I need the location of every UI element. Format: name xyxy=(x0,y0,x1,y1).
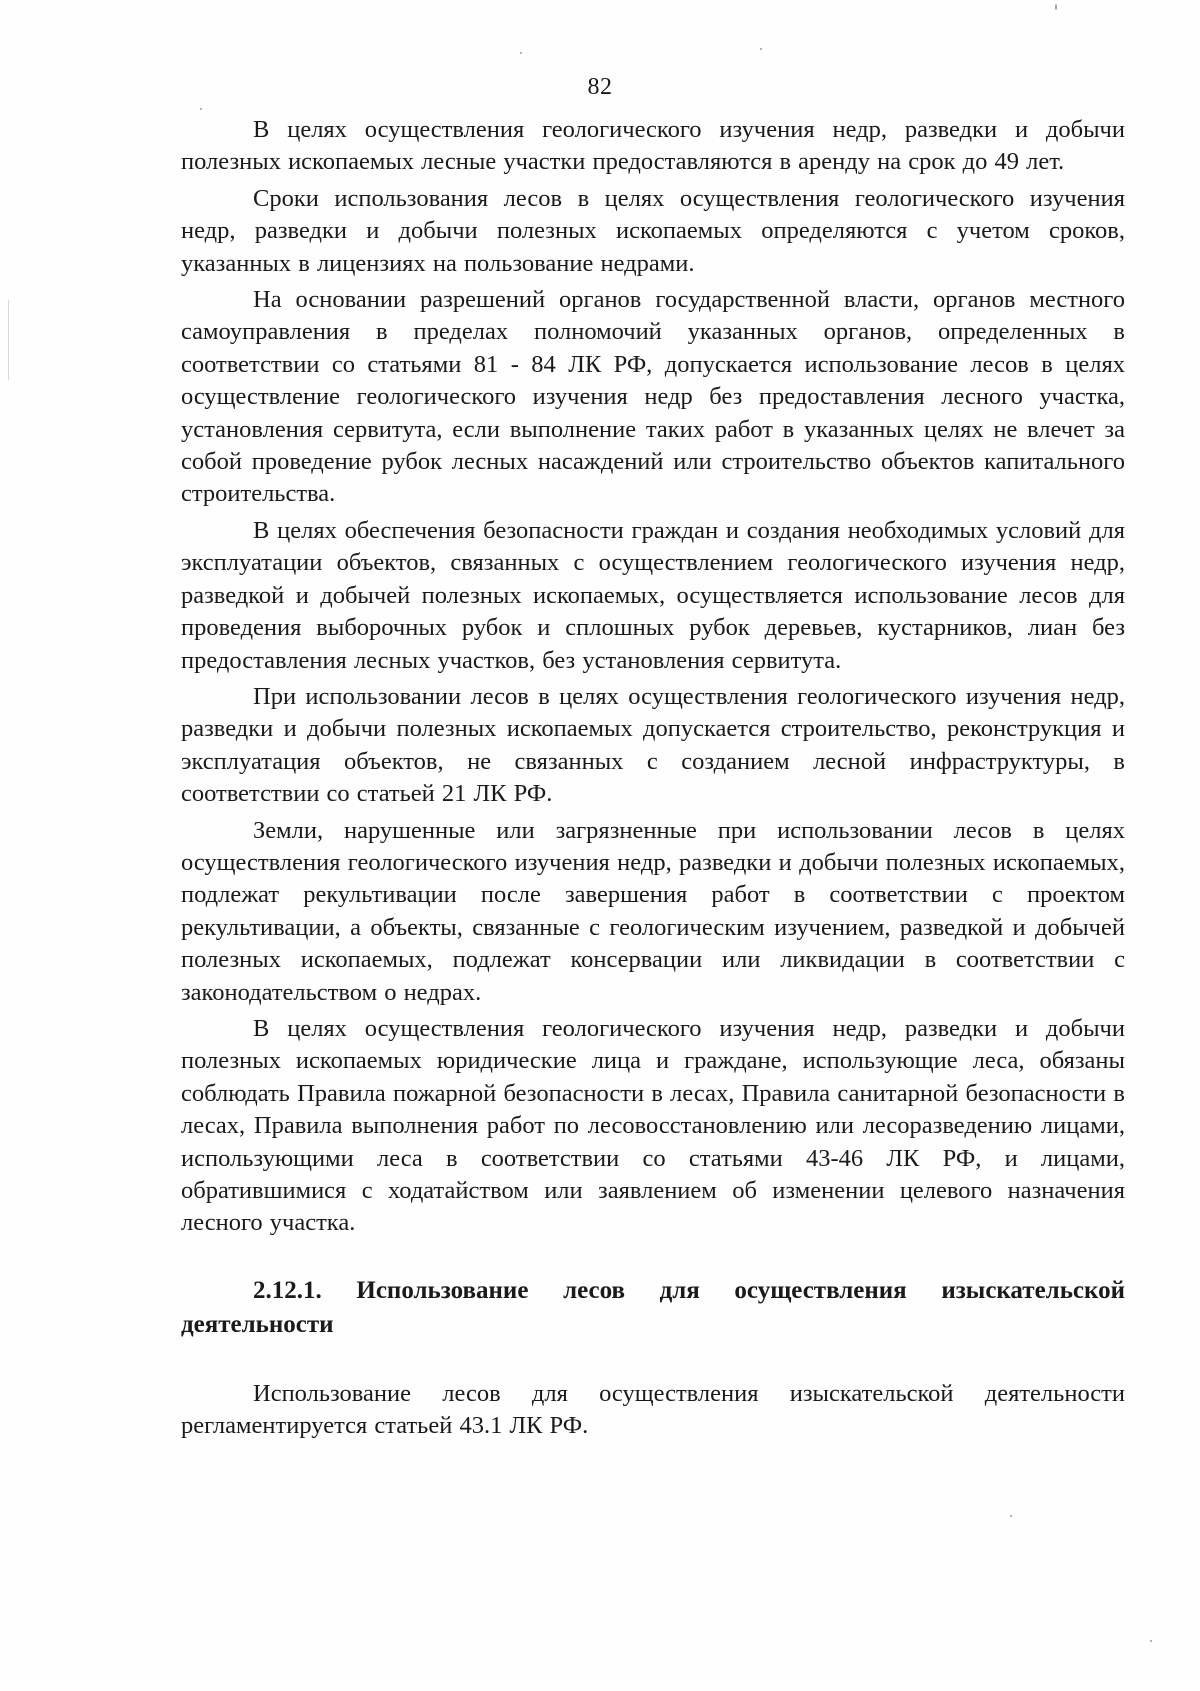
scan-speck xyxy=(8,300,9,380)
scan-speck xyxy=(200,108,202,110)
paragraph-permits: На основании разрешений органов государственной власти, органов местного самоуправления в пределах полномочий указанных органов, определенных в соответствии со статьями 81 - 84 ЛК РФ, допускается использование лесов в целях осуществление геологического изучения недр без предоставления лесного участка, установления сервитута, если выполнение таких работ в указанных целях не влечет за собой проведение рубок лесных насаждений или строительство объектов капитального строительства. xyxy=(181,286,1125,508)
document-body xyxy=(181,114,1125,1447)
paragraph-lease-term: В целях осуществления геологического изучения недр, разведки и добычи полезных ископаемых лесные участки предоставляются в аренду на срок до 49 лет. xyxy=(181,116,1125,176)
paragraph-recultivation: Земли, нарушенные или загрязненные при использовании лесов в целях осуществления геологического изучения недр, разведки и добычи полезных ископаемых, подлежат рекультивации после завершения работ в соответствии с проектом рекультивации, а объекты, связанные с геологическим изучением, разведкой и добычей полезных ископаемых, подлежат консервации или ликвидации в соответствии с законодательством о недрах. xyxy=(181,816,1125,1006)
section-paragraph: Использование лесов для осуществления изыскательской деятельности регламентируется статьей 43.1 ЛК РФ. xyxy=(181,1379,1125,1440)
scan-speck xyxy=(760,48,762,50)
scan-speck xyxy=(1150,1640,1152,1642)
section-heading: 2.12.1. Использование лесов для осуществления изыскательской деятельности xyxy=(181,1276,1125,1338)
paragraph-fire-safety-rules: В целях осуществления геологического изучения недр, разведки и добычи полезных ископаемых юридические лица и граждане, использующие леса, обязаны соблюдать Правила пожарной безопасности в лесах, Правила санитарной безопасности в лесах, Правила выполнения работ по лесовосстановлению или лесоразведению лицами, использующими леса в соответствии со статьями 43-46 ЛК РФ, и лицами, обратившимися с ходатайством или заявлением об изменении целевого назначения лесного участка. xyxy=(181,1014,1125,1237)
paragraph-construction: При использовании лесов в целях осуществления геологического изучения недр, разведки и добычи полезных ископаемых допускается строительство, реконструкция и эксплуатация объектов, не связанных с созданием лесной инфраструктуры, в соответствии со статьей 21 ЛК РФ. xyxy=(181,682,1125,808)
page-number: 82 xyxy=(587,74,613,100)
paragraph-usage-terms: Сроки использования лесов в целях осуществления геологического изучения недр, разведки и добычи полезных ископаемых определяются с учетом сроков, указанных в лицензиях на пользование недрами. xyxy=(181,184,1125,277)
scan-speck xyxy=(520,52,522,54)
scan-speck xyxy=(1010,1515,1012,1517)
scan-speck xyxy=(1055,4,1057,10)
paragraph-safety-felling: В целях обеспечения безопасности граждан и создания необходимых условий для эксплуатации объектов, связанных с осуществлением геологического изучения недр, разведкой и добычей полезных ископаемых, осуществляется использование лесов для проведения выборочных рубок и сплошных рубок деревьев, кустарников, лиан без предоставления лесных участков, без установления сервитута. xyxy=(181,516,1125,674)
